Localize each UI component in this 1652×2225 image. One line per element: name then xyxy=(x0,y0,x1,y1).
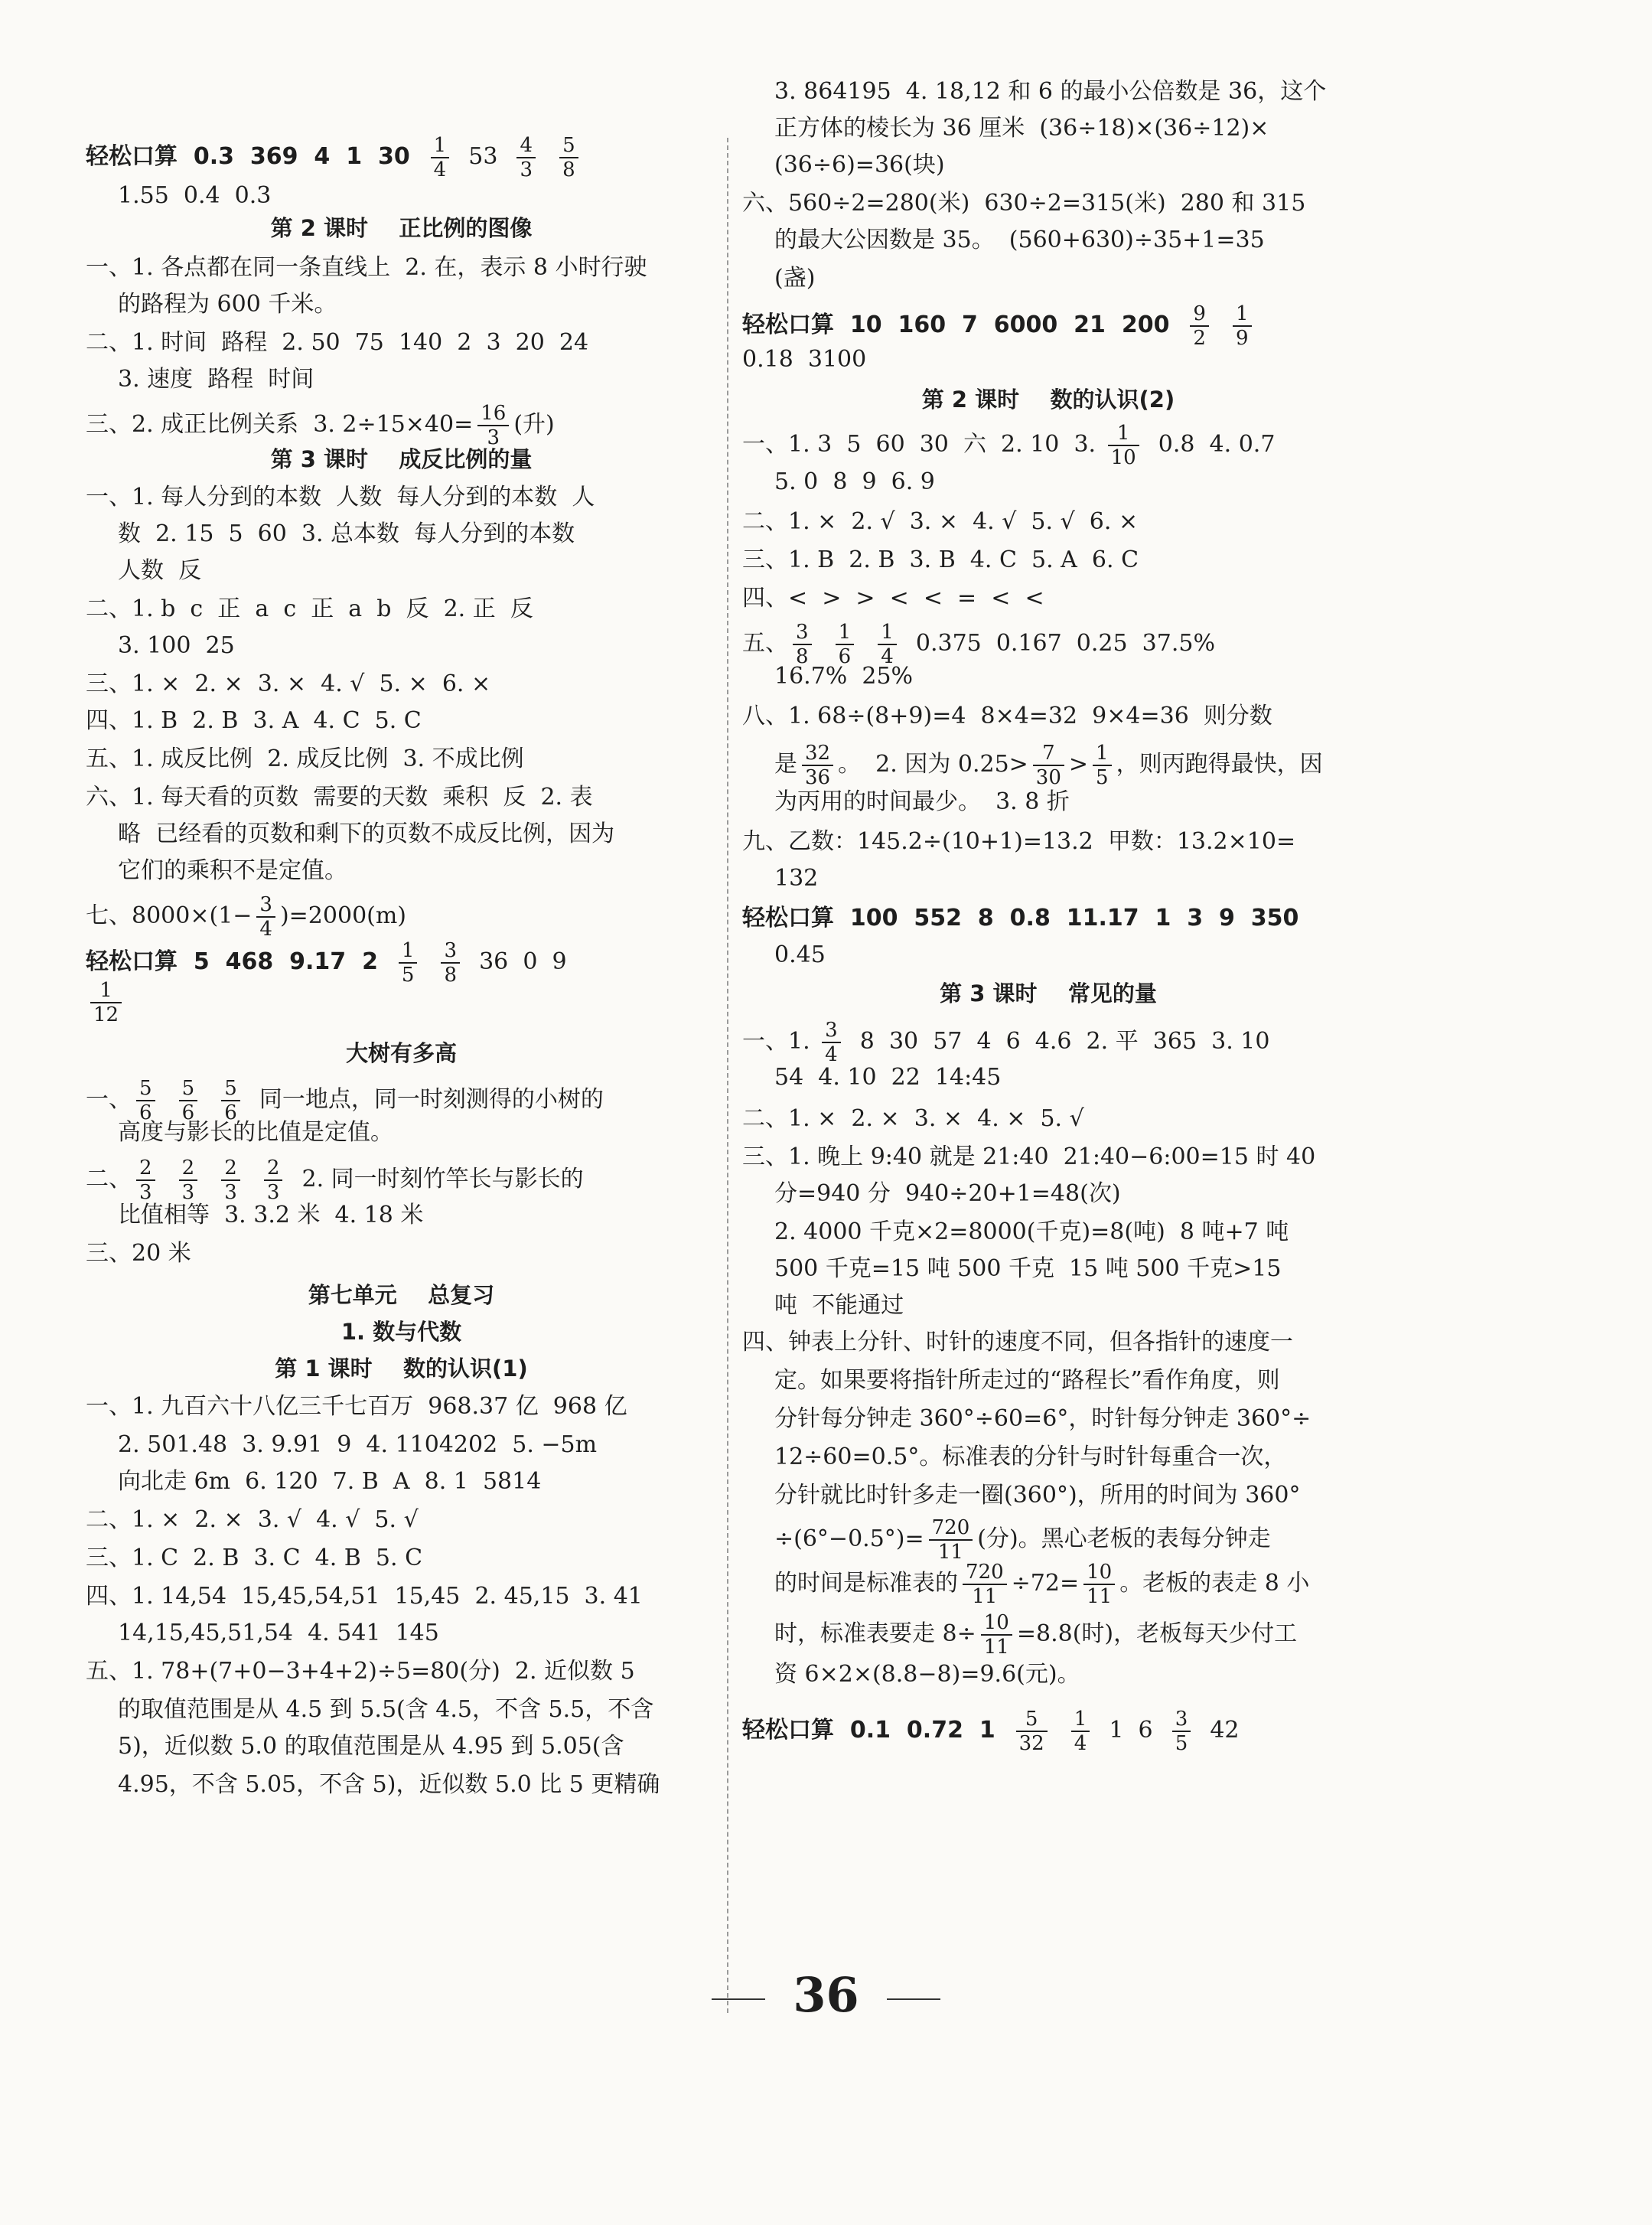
text-run: 三、1. × 2. × 3. × 4. √ 5. × 6. × xyxy=(86,670,491,697)
numerator: 1 xyxy=(431,134,450,158)
text-run: 1 6 xyxy=(1094,1717,1168,1744)
text-run: 36 0 9 xyxy=(464,948,567,975)
text-run: 0.8 4. 0.7 xyxy=(1143,431,1276,458)
text-run: 为丙用的时间最少。 3. 8 折 xyxy=(774,788,1070,815)
text-run: 略 已经看的页数和剩下的页数不成反比例，因为 xyxy=(118,821,615,847)
text-run: 一、1. 每人分到的本数 人数 每人分到的本数 人 xyxy=(86,484,595,511)
text-run: 时，标准表要走 8÷ xyxy=(774,1620,976,1647)
text-run: 3. 速度 路程 时间 xyxy=(118,366,314,393)
numerator: 2 xyxy=(179,1157,198,1181)
answer-line xyxy=(774,742,1323,789)
answer-line xyxy=(774,1401,1311,1437)
text-run: 大树有多高 xyxy=(345,1040,457,1066)
section-heading xyxy=(86,1314,717,1349)
answer-line xyxy=(774,1288,904,1323)
text-run: 2. 501.48 3. 9.91 9 4. 1104202 5. −5m xyxy=(118,1431,598,1458)
denominator: 3 xyxy=(520,158,533,181)
numerator: 5 xyxy=(559,134,578,158)
text-run: 轻松口算 0.3 369 4 1 30 xyxy=(86,143,426,170)
answer-line xyxy=(742,1019,1269,1066)
text-run: 八、1. 68÷(8+9)=4 8×4=32 9×4=36 则分数 xyxy=(742,703,1272,729)
fraction xyxy=(441,939,460,987)
text-run: 三、1. 晚上 9:40 就是 21:40 21:40−6:00=15 时 40 xyxy=(742,1143,1316,1170)
denominator: 11 xyxy=(1087,1585,1113,1608)
denominator: 10 xyxy=(1110,446,1136,469)
answer-line xyxy=(86,893,406,941)
text-run: 二、1. × 2. × 3. √ 4. √ 5. √ xyxy=(86,1506,419,1533)
text-run: 是 xyxy=(774,751,797,778)
denominator: 4 xyxy=(433,158,447,181)
denominator: 30 xyxy=(1035,766,1061,789)
denominator: 8 xyxy=(796,645,809,668)
section-heading xyxy=(86,442,717,477)
answer-line xyxy=(742,824,1295,860)
denominator: 3 xyxy=(181,1181,195,1204)
denominator: 4 xyxy=(881,645,894,668)
text-run: 六、1. 每天看的页数 需要的天数 乘积 反 2. 表 xyxy=(86,784,593,811)
answer-line xyxy=(118,178,271,214)
numerator: 7 xyxy=(1033,742,1064,766)
text-run xyxy=(1052,1713,1067,1748)
numerator: 1 xyxy=(90,979,122,1003)
answer-line xyxy=(118,1616,439,1651)
text-run: (盏) xyxy=(774,265,816,292)
text-run: =8.8(时)，老板每天少付工 xyxy=(1016,1620,1298,1647)
answer-line xyxy=(118,362,314,397)
text-run: 二、1. × 2. × 3. × 4. × 5. √ xyxy=(742,1105,1084,1132)
fraction xyxy=(1016,1708,1048,1755)
text-run: ，则丙跑得最快，因 xyxy=(1116,751,1323,778)
answer-line xyxy=(742,699,1272,734)
text-run xyxy=(160,1082,174,1117)
numerator: 32 xyxy=(802,742,833,766)
answer-line xyxy=(86,742,524,777)
denominator: 3 xyxy=(487,426,500,449)
answer-line xyxy=(86,667,490,702)
fraction xyxy=(1233,302,1252,350)
answer-line xyxy=(774,465,935,500)
fraction xyxy=(256,893,275,941)
answer-line xyxy=(118,853,347,889)
text-run: 。 2. 因为 0.25> xyxy=(838,751,1028,778)
text-run: 三、2. 成正比例关系 3. 2÷15×40= xyxy=(86,411,474,438)
denominator: 32 xyxy=(1018,1732,1044,1755)
text-run: 四、1. 14,54 15,45,54,51 15,45 2. 45,15 3. 41 xyxy=(86,1583,643,1610)
text-run: 二、1. 时间 路程 2. 50 75 140 2 3 20 24 xyxy=(86,329,589,356)
text-run: 二、 xyxy=(86,1166,132,1192)
text-run xyxy=(202,1162,217,1197)
text-run: 第七单元 总复习 xyxy=(308,1282,495,1308)
answer-line xyxy=(742,543,1139,578)
answer-line xyxy=(774,148,945,183)
numerator: 5 xyxy=(1016,1708,1048,1732)
fraction xyxy=(1172,1708,1191,1755)
fraction xyxy=(963,1561,1007,1608)
text-run: 3. 864195 4. 18,12 和 6 的最小公倍数是 36，这个 xyxy=(774,78,1327,105)
text-run xyxy=(859,626,873,661)
denominator: 11 xyxy=(972,1585,998,1608)
text-run: > xyxy=(1068,751,1089,778)
answer-line xyxy=(774,261,815,296)
answer-line xyxy=(86,1157,584,1204)
denominator: 5 xyxy=(401,964,415,987)
fraction xyxy=(179,1157,198,1204)
text-run: 分=940 分 940÷20+1=48(次) xyxy=(774,1180,1121,1207)
page-number: 36 xyxy=(0,1967,1652,2023)
text-run: 人数 反 xyxy=(118,557,202,584)
text-run: 132 xyxy=(774,865,819,892)
answer-line xyxy=(774,111,1269,146)
numerator: 3 xyxy=(256,893,275,918)
answer-line xyxy=(742,1140,1315,1175)
text-run: 三、20 米 xyxy=(86,1240,191,1267)
denominator: 2 xyxy=(1193,327,1206,350)
answer-line xyxy=(118,628,235,664)
answer-line xyxy=(86,1654,635,1689)
text-run xyxy=(245,1162,259,1197)
text-run: ÷(6°−0.5°)= xyxy=(774,1525,924,1552)
denominator: 3 xyxy=(266,1181,280,1204)
fraction xyxy=(1033,742,1064,789)
answer-line xyxy=(86,134,583,181)
text-run: 第 3 课时 成反比例的量 xyxy=(270,446,533,472)
numerator: 3 xyxy=(441,939,460,964)
text-run: 。老板的表走 8 小 xyxy=(1119,1570,1310,1597)
answer-line xyxy=(118,553,201,589)
answer-line xyxy=(742,186,1305,221)
answer-line xyxy=(742,1101,1084,1137)
text-run: 三、1. C 2. B 3. C 4. B 5. C xyxy=(86,1545,423,1571)
answer-line xyxy=(86,979,126,1026)
denominator: 8 xyxy=(562,158,575,181)
numerator: 10 xyxy=(981,1611,1012,1636)
numerator: 1 xyxy=(399,939,418,964)
numerator: 4 xyxy=(516,134,536,158)
denominator: 4 xyxy=(259,918,272,941)
fraction xyxy=(136,1157,155,1204)
text-run: 三、1. B 2. B 3. B 4. C 5. A 6. C xyxy=(742,546,1139,573)
section-heading xyxy=(742,382,1354,417)
numerator: 720 xyxy=(929,1516,973,1541)
fraction xyxy=(981,1611,1012,1659)
text-run: 8 30 57 4 6 4.6 2. 平 365 3. 10 xyxy=(845,1028,1270,1055)
text-run: 3. 100 25 xyxy=(118,632,235,659)
denominator: 3 xyxy=(139,1181,152,1204)
numerator: 9 xyxy=(1190,302,1209,327)
answer-line xyxy=(86,1579,643,1614)
text-run: 轻松口算 10 160 7 6000 21 200 xyxy=(742,312,1186,338)
denominator: 6 xyxy=(139,1101,152,1124)
text-run xyxy=(202,1082,217,1117)
text-run: 一、1. 各点都在同一条直线上 2. 在，表示 8 小时行驶 xyxy=(86,254,647,281)
answer-line xyxy=(774,1060,1001,1095)
text-run: (升) xyxy=(513,411,555,438)
fraction xyxy=(559,134,578,181)
answer-line xyxy=(118,287,337,322)
answer-line xyxy=(742,504,1138,540)
text-run: 九、乙数：145.2÷(10+1)=13.2 甲数：13.2×10= xyxy=(742,828,1296,855)
text-run: 14,15,45,51,54 4. 541 145 xyxy=(118,1620,439,1646)
answer-line xyxy=(86,703,422,739)
answer-line xyxy=(742,581,1044,616)
text-run: 吨 不能通过 xyxy=(774,1292,904,1319)
denominator: 11 xyxy=(937,1541,963,1564)
column-divider xyxy=(727,138,728,2013)
text-run: 500 千克=15 吨 500 千克 15 吨 500 千克>15 xyxy=(774,1255,1282,1282)
denominator: 4 xyxy=(825,1043,838,1066)
text-run: 分针每分钟走 360°÷60=6°，时针每分钟走 360°÷ xyxy=(774,1405,1311,1432)
text-run: 一、1. 九百六十八亿三千七百万 968.37 亿 968 亿 xyxy=(86,1393,627,1420)
text-run: 的时间是标准表的 xyxy=(774,1570,958,1597)
text-run: 资 6×2×(8.8−8)=9.6(元)。 xyxy=(774,1661,1080,1688)
fraction xyxy=(822,1019,841,1066)
answer-line xyxy=(86,325,588,361)
text-run: 轻松口算 0.1 0.72 1 xyxy=(742,1717,1012,1744)
answer-line xyxy=(86,780,593,815)
text-run: 的取值范围是从 4.5 到 5.5(含 4.5，不含 5.5，不含 xyxy=(118,1696,654,1723)
fraction xyxy=(1071,1708,1090,1755)
text-run: 1. 数与代数 xyxy=(341,1319,462,1345)
numerator: 3 xyxy=(1172,1708,1191,1732)
section-heading xyxy=(742,976,1354,1011)
text-run xyxy=(160,1162,174,1197)
text-run: 定。如果要将指针所走过的“路程长”看作角度，则 xyxy=(774,1367,1280,1394)
text-run: 5)，近似数 5.0 的取值范围是从 4.95 到 5.05(含 xyxy=(118,1733,624,1760)
text-run: 高度与影长的比值是定值。 xyxy=(118,1119,393,1146)
answer-line xyxy=(774,1215,1289,1250)
text-run: 轻松口算 100 552 8 0.8 11.17 1 3 9 350 xyxy=(742,905,1299,931)
text-run: 一、1. xyxy=(742,1028,818,1055)
fraction xyxy=(802,742,833,789)
denominator: 6 xyxy=(838,645,852,668)
text-run: 2. 4000 千克×2=8000(千克)=8(吨) 8 吨+7 吨 xyxy=(774,1219,1289,1245)
answer-line xyxy=(86,1502,419,1538)
text-run: ÷72= xyxy=(1011,1570,1080,1597)
answer-line xyxy=(774,861,818,896)
fraction xyxy=(264,1157,283,1204)
text-run: )=2000(m) xyxy=(279,902,407,929)
denominator: 36 xyxy=(805,766,831,789)
answer-line xyxy=(742,1325,1293,1360)
numerator: 5 xyxy=(179,1077,198,1101)
text-run: 五、 xyxy=(742,630,788,657)
answer-line xyxy=(86,592,533,627)
text-run: 同一地点，同一时刻测得的小树的 xyxy=(244,1086,604,1113)
fraction xyxy=(90,979,122,1026)
section-heading xyxy=(86,1277,717,1313)
answer-line xyxy=(774,1561,1309,1608)
numerator: 2 xyxy=(264,1157,283,1181)
numerator: 1 xyxy=(878,621,897,645)
numerator: 1 xyxy=(1071,1708,1090,1732)
answer-line xyxy=(774,1176,1121,1212)
text-run: 四、钟表上分针、时针的速度不同，但各指针的速度一 xyxy=(742,1329,1293,1356)
numerator: 1 xyxy=(836,621,855,645)
text-run: 五、1. 成反比例 2. 成反比例 3. 不成比例 xyxy=(86,745,524,772)
text-run: 4.95，不含 5.05，不含 5)，近似数 5.0 比 5 更精确 xyxy=(118,1771,660,1798)
fraction xyxy=(1093,742,1112,789)
text-run: 二、1. b c 正 a c 正 a b 反 2. 正 反 xyxy=(86,595,533,622)
numerator: 10 xyxy=(1083,1561,1115,1585)
answer-line xyxy=(86,480,595,515)
text-run: 0.45 xyxy=(774,941,826,968)
text-run xyxy=(1214,308,1228,343)
text-run: 比值相等 3. 3.2 米 4. 18 米 xyxy=(118,1202,424,1228)
text-run: 2. 同一时刻竹竿长与影长的 xyxy=(287,1166,584,1192)
text-run: 第 2 课时 数的认识(2) xyxy=(921,387,1175,413)
fraction xyxy=(1083,1561,1115,1608)
answer-line xyxy=(742,901,1298,936)
answer-line xyxy=(774,1363,1280,1398)
text-run: 54 4. 10 22 14:45 xyxy=(774,1064,1002,1091)
section-heading xyxy=(86,1036,717,1071)
answer-line xyxy=(774,1440,1286,1475)
answer-line xyxy=(774,1611,1297,1659)
text-run: 四、< > > < < = < < xyxy=(742,585,1044,612)
section-heading xyxy=(86,210,717,246)
answer-line xyxy=(86,1389,627,1424)
numerator: 16 xyxy=(477,402,509,426)
answer-line xyxy=(774,1657,1080,1692)
answer-line xyxy=(774,223,1265,258)
text-run: (36÷6)=36(块) xyxy=(774,152,945,178)
fraction xyxy=(516,134,536,181)
fraction xyxy=(399,939,418,987)
text-run: 的最大公因数是 35。 (560+630)÷35+1=35 xyxy=(774,227,1265,253)
answer-line xyxy=(86,1236,191,1271)
answer-line xyxy=(118,1692,653,1727)
answer-line xyxy=(774,74,1326,109)
fraction xyxy=(929,1516,973,1564)
numerator: 720 xyxy=(963,1561,1007,1585)
answer-line xyxy=(774,938,826,973)
denominator: 3 xyxy=(224,1181,237,1204)
numerator: 2 xyxy=(221,1157,240,1181)
answer-line xyxy=(118,1115,393,1150)
denominator: 11 xyxy=(983,1636,1009,1659)
text-run: 第 3 课时 常见的量 xyxy=(940,980,1157,1006)
text-run: 0.375 0.167 0.25 37.5% xyxy=(901,630,1215,657)
answer-line xyxy=(86,939,567,987)
answer-line xyxy=(118,517,575,552)
text-run xyxy=(422,944,436,980)
text-run: 第 1 课时 数的认识(1) xyxy=(275,1356,528,1382)
answer-line xyxy=(118,1198,423,1233)
denominator: 9 xyxy=(1235,327,1249,350)
denominator: 5 xyxy=(1096,766,1109,789)
text-run: 5. 0 8 9 6. 9 xyxy=(774,468,935,495)
denominator: 6 xyxy=(224,1101,237,1124)
text-run xyxy=(540,139,555,175)
text-run: 轻松口算 5 468 9.17 2 xyxy=(86,948,394,975)
fraction xyxy=(1108,422,1139,469)
denominator: 12 xyxy=(93,1003,119,1026)
answer-line xyxy=(742,342,866,377)
answer-line xyxy=(118,1767,660,1803)
answer-line xyxy=(742,422,1275,469)
text-run: (分)。黑心老板的表每分钟走 xyxy=(977,1525,1271,1552)
denominator: 8 xyxy=(444,964,458,987)
text-run: 一、1. 3 5 60 30 六 2. 10 3. xyxy=(742,431,1103,458)
text-run: 四、1. B 2. B 3. A 4. C 5. C xyxy=(86,707,422,734)
text-run: 五、1. 78+(7+0−3+4+2)÷5=80(分) 2. 近似数 5 xyxy=(86,1658,635,1685)
numerator: 5 xyxy=(136,1077,155,1101)
numerator: 1 xyxy=(1093,742,1112,766)
answer-line xyxy=(118,817,614,852)
answer-line xyxy=(118,1427,597,1463)
text-run: 向北走 6m 6. 120 7. B A 8. 1 5814 xyxy=(118,1468,542,1495)
text-run: 正方体的棱长为 36 厘米 (36÷18)×(36÷12)× xyxy=(774,115,1269,142)
fraction xyxy=(431,134,450,181)
numerator: 1 xyxy=(1108,422,1139,446)
answer-line xyxy=(774,1251,1281,1287)
fraction xyxy=(1190,302,1209,350)
denominator: 6 xyxy=(181,1101,195,1124)
numerator: 5 xyxy=(221,1077,240,1101)
text-run: 它们的乘积不是定值。 xyxy=(118,857,347,884)
answer-line xyxy=(774,785,1070,820)
answer-line xyxy=(742,1708,1240,1755)
text-run: 六、560÷2=280(米) 630÷2=315(米) 280 和 315 xyxy=(742,190,1306,217)
answer-line xyxy=(118,1464,541,1499)
numerator: 3 xyxy=(793,621,812,645)
text-run xyxy=(816,626,831,661)
text-run: 二、1. × 2. √ 3. × 4. √ 5. √ 6. × xyxy=(742,508,1139,535)
text-run: 数 2. 15 5 60 3. 总本数 每人分到的本数 xyxy=(118,520,575,547)
text-run: 一、 xyxy=(86,1086,132,1113)
text-run: 的路程为 600 千米。 xyxy=(118,291,337,318)
numerator: 1 xyxy=(1233,302,1252,327)
denominator: 5 xyxy=(1175,1732,1188,1755)
text-run: 12÷60=0.5°。标准表的分针与时针每重合一次， xyxy=(774,1444,1287,1470)
section-heading xyxy=(86,1351,717,1386)
denominator: 4 xyxy=(1074,1732,1087,1755)
answer-line xyxy=(774,659,913,694)
text-run: 第 2 课时 正比例的图像 xyxy=(270,215,533,241)
text-run: 1.55 0.4 0.3 xyxy=(118,182,272,209)
text-run: 42 xyxy=(1195,1717,1240,1744)
text-run: 53 xyxy=(454,143,513,170)
answer-line xyxy=(86,250,647,285)
answer-line xyxy=(774,1478,1300,1513)
text-run: 0.18 3100 xyxy=(742,346,867,373)
answer-line xyxy=(118,1729,624,1764)
answer-line xyxy=(86,1541,422,1576)
numerator: 3 xyxy=(822,1019,841,1043)
text-run: 七、8000×(1− xyxy=(86,902,253,929)
numerator: 2 xyxy=(136,1157,155,1181)
fraction xyxy=(221,1157,240,1204)
text-run: 16.7% 25% xyxy=(774,663,914,690)
answer-line xyxy=(774,1516,1271,1564)
text-run: 分针就比时针多走一圈(360°)，所用的时间为 360° xyxy=(774,1482,1301,1509)
